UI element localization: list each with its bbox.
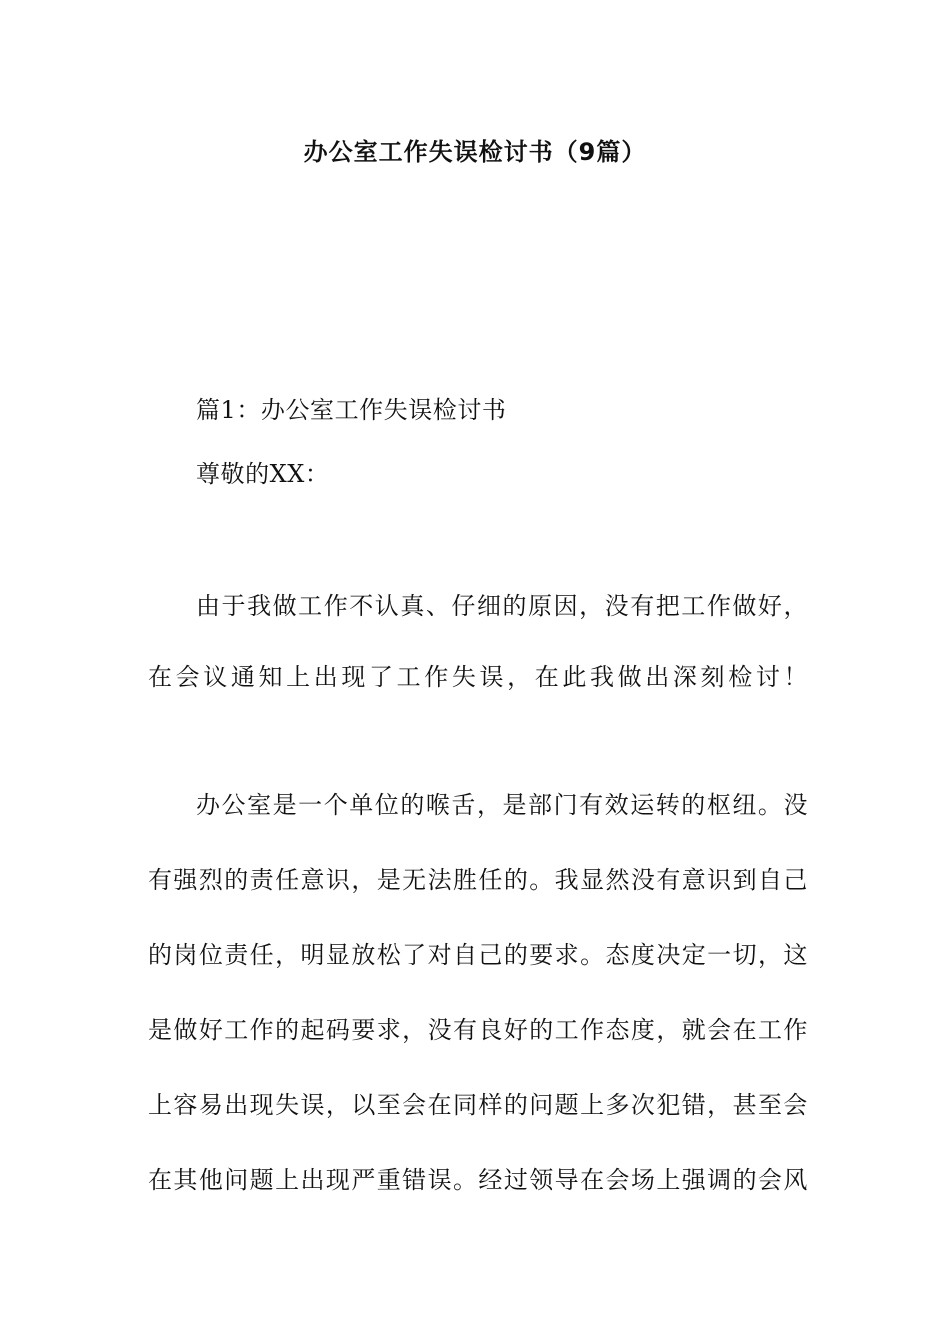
paragraph-2-line-3: 的岗位责任，明显放松了对自己的要求。态度决定一切，这 xyxy=(148,941,808,969)
paragraph-1-line-1: 由于我做工作不认真、仔细的原因，没有把工作做好， xyxy=(196,592,808,620)
paragraph-2-line-1: 办公室是一个单位的喉舌，是部门有效运转的枢纽。没 xyxy=(196,791,808,819)
section-heading: 篇1：办公室工作失误检讨书 xyxy=(196,396,507,424)
document-title: 办公室工作失误检讨书（9篇） xyxy=(303,138,647,166)
salutation: 尊敬的XX： xyxy=(196,460,330,488)
paragraph-1-line-2: 在会议通知上出现了工作失误，在此我做出深刻检讨！ xyxy=(148,663,808,691)
paragraph-2-line-4: 是做好工作的起码要求，没有良好的工作态度，就会在工作 xyxy=(148,1016,808,1044)
paragraph-2-line-6: 在其他问题上出现严重错误。经过领导在会场上强调的会风 xyxy=(148,1166,808,1194)
paragraph-2-line-2: 有强烈的责任意识，是无法胜任的。我显然没有意识到自己 xyxy=(148,866,808,894)
paragraph-2-line-5: 上容易出现失误，以至会在同样的问题上多次犯错，甚至会 xyxy=(148,1091,808,1119)
